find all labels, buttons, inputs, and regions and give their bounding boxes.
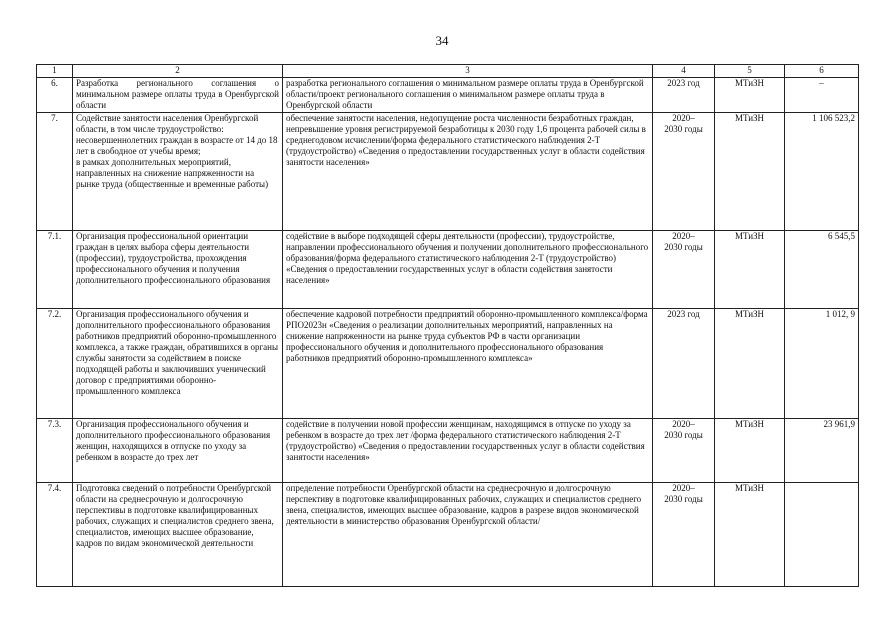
column-header: 3 [283,65,653,78]
table-row [37,78,859,113]
term-cell: 2020– 2030 годы [653,419,715,483]
column-header: 5 [715,65,785,78]
term-cell: 2020– 2030 годы [653,231,715,309]
row-number: 7.2. [37,309,73,419]
table-row [37,483,859,587]
activity-cell: Разработка региональнoго соглашения о минимальном размере оплаты труда в Оренбургской области [73,78,283,113]
table-row [37,309,859,419]
result-cell: обеспечение занятости населения, недопущение роста численности безработных граждан, непревышение уровня регистрируемой безработицы к 2030 году 1,6 процента рабочей силы в среднегодовом исчислении/форма федерального статистического наблюдения 2-Т (трудоустройство) «Сведения о предоставлении государственных услуг в области содействия занятости населения» [283,113,653,231]
result-cell: содействие в получении новой профессии женщинам, находящимся в отпуске по уходу за ребенком в возрасте до трех лет /форма федерального статистического наблюдения 2-Т (трудоустройство) «Сведения о предоставлении государственных услуг в области содействия занятости населения» [283,419,653,483]
executor-cell: МТиЗН [715,309,785,419]
amount-cell: 6 545,5 [785,231,859,309]
executor-cell: МТиЗН [715,483,785,587]
term-cell: 2020– 2030 годы [653,113,715,231]
result-cell: разработка регионального соглашения о минимальном размере оплаты труда в Оренбургской области/проект регионального соглашения о минимальном размере оплаты труда в Оренбургской области [283,78,653,113]
column-header: 2 [73,65,283,78]
table-row [37,113,859,231]
term-cell: 2023 год [653,309,715,419]
term-cell: 2020– 2030 годы [653,483,715,587]
column-header: 4 [653,65,715,78]
table-header-row [37,65,859,78]
activity-cell: Содействие занятости населения Оренбургской области, в том числе трудоустройство: несовершеннолетних граждан в возрасте от 14 до 18 лет в свободное от учебы время; в рамках дополнительных мероприятий, направленных на снижение напряженности на рынке труда (общественные и временные работы) [73,113,283,231]
row-number: 7.3. [37,419,73,483]
result-cell: обеспечение кадровой потребности предприятий оборонно-промышленного комплекса/форма РПО2023н «Сведения о реализации дополнительных мероприятий, направленных на снижение напряженности на рынке труда субъектов РФ в части организации профессионального обучения и дополнительного профессионального образования работников предприятий оборонно-промышленного комплекса» [283,309,653,419]
table-row [37,419,859,483]
activity-cell: Организация профессионального обучения и дополнительного профессионального образования женщин, находящихся в отпуске по уходу за ребенком в возрасте до трех лет [73,419,283,483]
table-row [37,231,859,309]
result-cell: определение потребности Оренбургской области на среднесрочную и долгосрочную перспективу в подготовке квалифицированных рабочих, служащих и специалистов среднего звена, специалистов, имеющих высшее образование, кадров в разрезе видов экономической деятельности в министерство образования Оренбургской области/ [283,483,653,587]
page-number: 34 [435,33,449,48]
measures-table [36,64,859,587]
amount-cell: 1 012, 9 [785,309,859,419]
activity-cell: Организация профессионального обучения и дополнительного профессионального образования работников предприятий оборонно-промышленного комплекса, а также граждан, обратившихся в органы службы занятости за содействием в поиске подходящей работы и заключивших ученический договор с предприятиями оборонно-промышленного комплекса [73,309,283,419]
executor-cell: МТиЗН [715,231,785,309]
row-number: 7. [37,113,73,231]
row-number: 7.1. [37,231,73,309]
amount-cell [785,483,859,587]
amount-cell: 1 106 523,2 [785,113,859,231]
executor-cell: МТиЗН [715,113,785,231]
row-number: 6. [37,78,73,113]
executor-cell: МТиЗН [715,419,785,483]
amount-cell: 23 961,9 [785,419,859,483]
column-header: 1 [37,65,73,78]
activity-cell: Организация профессиональной ориентации граждан в целях выбора сферы деятельности (профессии), трудоустройства, прохождения профессионального обучения и получения дополнительного профессионального образования [73,231,283,309]
column-header: 6 [785,65,859,78]
result-cell: содействие в выборе подходящей сферы деятельности (профессии), трудоустройстве, направлении профессионального обучения и получении дополнительного профессионального образования/форма федерального статистического наблюдения 2-Т (трудоустройство) «Сведения о предоставлении государственных услуг в области содействия занятости населения» [283,231,653,309]
activity-cell: Подготовка сведений о потребности Оренбургской области на среднесрочную и долгосрочную перспективы в подготовке квалифицированных рабочих, служащих и специалистов среднего звена, специалистов, имеющих высшее образование, кадров по видам экономической деятельности [73,483,283,587]
row-number: 7.4. [37,483,73,587]
executor-cell: МТиЗН [715,78,785,113]
amount-cell: – [785,78,859,113]
term-cell: 2023 год [653,78,715,113]
